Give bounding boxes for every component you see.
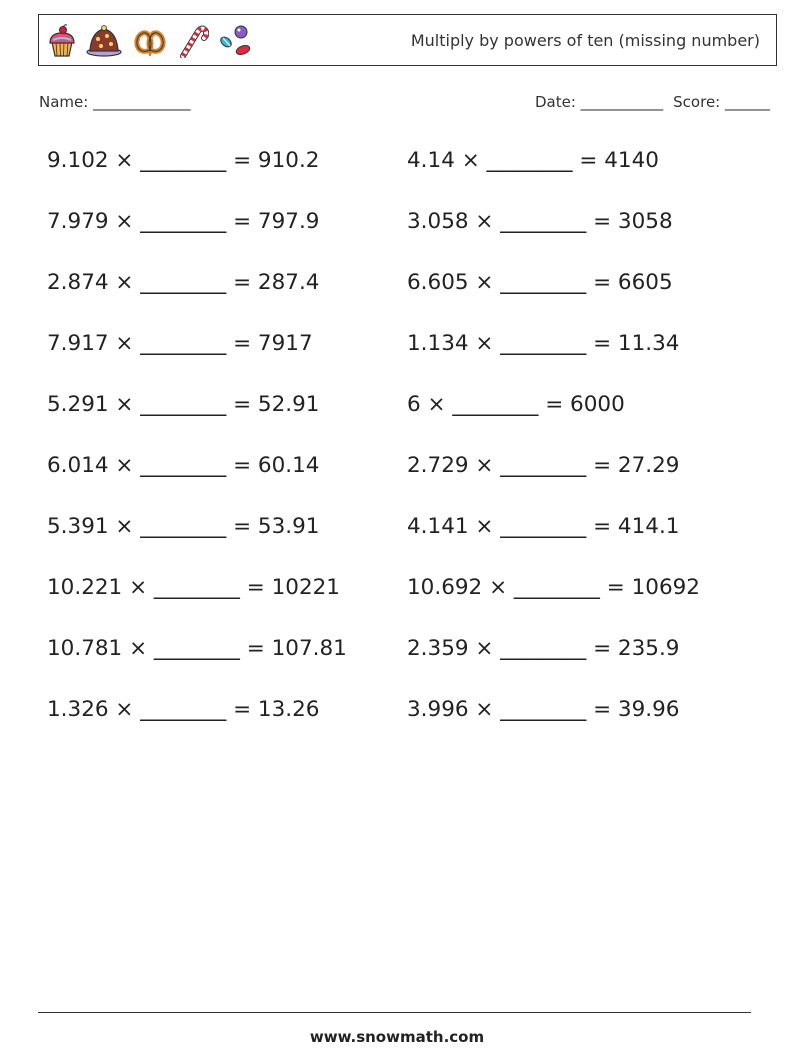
problem-right-4: 1.134 × ________ = 11.34 bbox=[407, 331, 680, 356]
problem-right-9: 2.359 × ________ = 235.9 bbox=[407, 636, 680, 661]
problem-right-1: 4.14 × ________ = 4140 bbox=[407, 148, 659, 173]
problem-right-8: 10.692 × ________ = 10692 bbox=[407, 575, 700, 600]
name-field-label: Name: _____________ bbox=[39, 93, 191, 111]
problem-left-9: 10.781 × ________ = 107.81 bbox=[47, 636, 347, 661]
problem-right-3: 6.605 × ________ = 6605 bbox=[407, 270, 673, 295]
problem-left-1: 9.102 × ________ = 910.2 bbox=[47, 148, 320, 173]
candies-icon bbox=[217, 24, 255, 58]
candy-cane-icon bbox=[177, 24, 209, 58]
problem-left-2: 7.979 × ________ = 797.9 bbox=[47, 209, 320, 234]
problem-right-10: 3.996 × ________ = 39.96 bbox=[407, 697, 680, 722]
problem-right-5: 6 × ________ = 6000 bbox=[407, 392, 625, 417]
problem-right-6: 2.729 × ________ = 27.29 bbox=[407, 453, 680, 478]
date-score-fields bbox=[535, 93, 770, 111]
header-icons bbox=[47, 23, 255, 59]
score-field-label: Score: ______ bbox=[673, 93, 770, 111]
problem-right-2: 3.058 × ________ = 3058 bbox=[407, 209, 673, 234]
footer-website: www.snowmath.com bbox=[309, 1028, 485, 1046]
problem-left-7: 5.391 × ________ = 53.91 bbox=[47, 514, 320, 539]
problem-right-7: 4.141 × ________ = 414.1 bbox=[407, 514, 680, 539]
cake-icon bbox=[85, 24, 123, 58]
problem-left-8: 10.221 × ________ = 10221 bbox=[47, 575, 340, 600]
footer-divider bbox=[38, 1012, 751, 1013]
worksheet-title: Multiply by powers of ten (missing number) bbox=[410, 31, 760, 50]
problem-left-6: 6.014 × ________ = 60.14 bbox=[47, 453, 320, 478]
problem-left-10: 1.326 × ________ = 13.26 bbox=[47, 697, 320, 722]
date-field-label: Date: ___________ bbox=[534, 93, 664, 111]
cupcake-icon bbox=[47, 24, 77, 58]
problem-left-3: 2.874 × ________ = 287.4 bbox=[47, 270, 320, 295]
pretzel-icon bbox=[131, 26, 169, 56]
problem-left-4: 7.917 × ________ = 7917 bbox=[47, 331, 313, 356]
problem-left-5: 5.291 × ________ = 52.91 bbox=[47, 392, 320, 417]
worksheet-header bbox=[38, 14, 777, 66]
